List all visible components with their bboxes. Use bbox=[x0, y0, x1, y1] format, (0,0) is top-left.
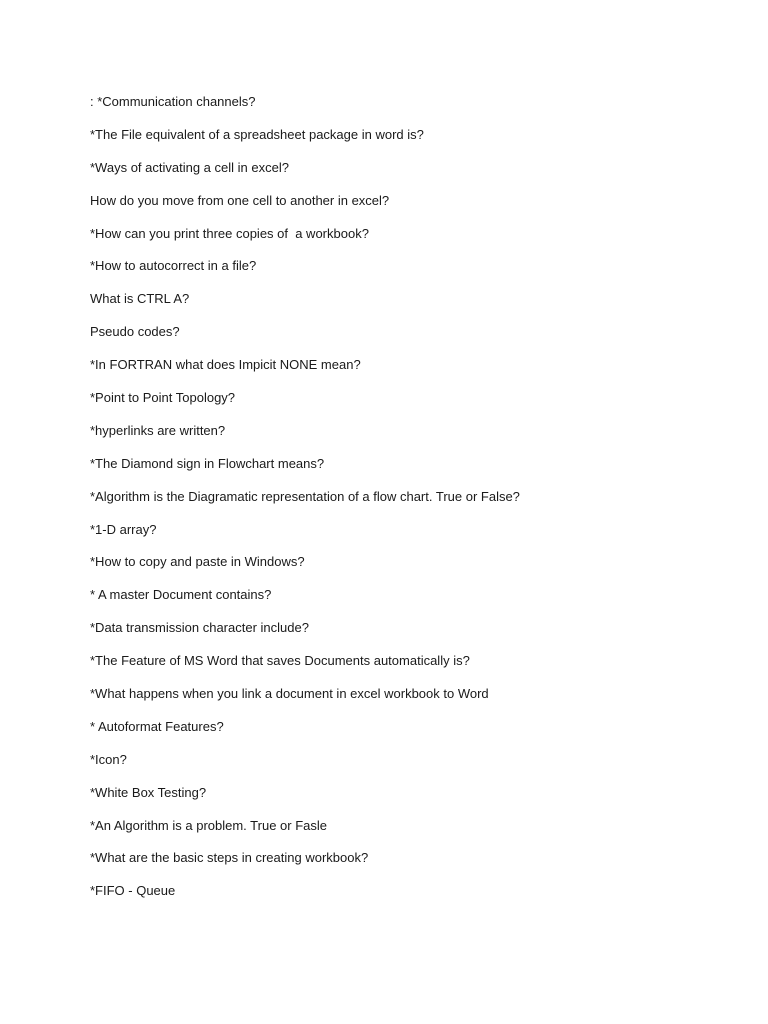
question-list bbox=[90, 92, 730, 914]
question-line: * A master Document contains? bbox=[90, 587, 272, 603]
question-line: *How to copy and paste in Windows? bbox=[90, 554, 305, 570]
question-line: * Autoformat Features? bbox=[90, 718, 224, 734]
question-line: *What happens when you link a document in excel workbook to Word bbox=[90, 686, 489, 702]
question-line: *hyperlinks are written? bbox=[90, 422, 226, 438]
question-line: *The File equivalent of a spreadsheet package in word is? bbox=[90, 126, 424, 142]
question-line: *Point to Point Topology? bbox=[90, 390, 236, 406]
question-line: *The Feature of MS Word that saves Documents automatically is? bbox=[90, 653, 470, 669]
question-line: *What are the basic steps in creating workbook? bbox=[90, 850, 369, 866]
question-line: Pseudo codes? bbox=[90, 324, 180, 340]
question-line: *In FORTRAN what does Impicit NONE mean? bbox=[90, 357, 361, 373]
question-line: *Ways of activating a cell in excel? bbox=[90, 159, 289, 175]
question-line: *FIFO - Queue bbox=[90, 883, 176, 899]
question-line: *The Diamond sign in Flowchart means? bbox=[90, 455, 325, 471]
question-line: : *Communication channels? bbox=[90, 94, 256, 109]
question-line: *Icon? bbox=[90, 751, 127, 767]
question-line: *White Box Testing? bbox=[90, 784, 207, 800]
question-line: *Data transmission character include? bbox=[90, 620, 309, 636]
question-line: *Algorithm is the Diagramatic representation of a flow chart. True or False? bbox=[90, 488, 520, 504]
question-line: What is CTRL A? bbox=[90, 291, 190, 307]
question-line: *How can you print three copies of a workbook? bbox=[90, 225, 369, 241]
question-line: *1-D array? bbox=[90, 521, 157, 537]
question-line: How do you move from one cell to another in excel? bbox=[90, 192, 390, 208]
question-line: *An Algorithm is a problem. True or Fasle bbox=[90, 817, 327, 833]
question-line: *How to autocorrect in a file? bbox=[90, 258, 257, 274]
